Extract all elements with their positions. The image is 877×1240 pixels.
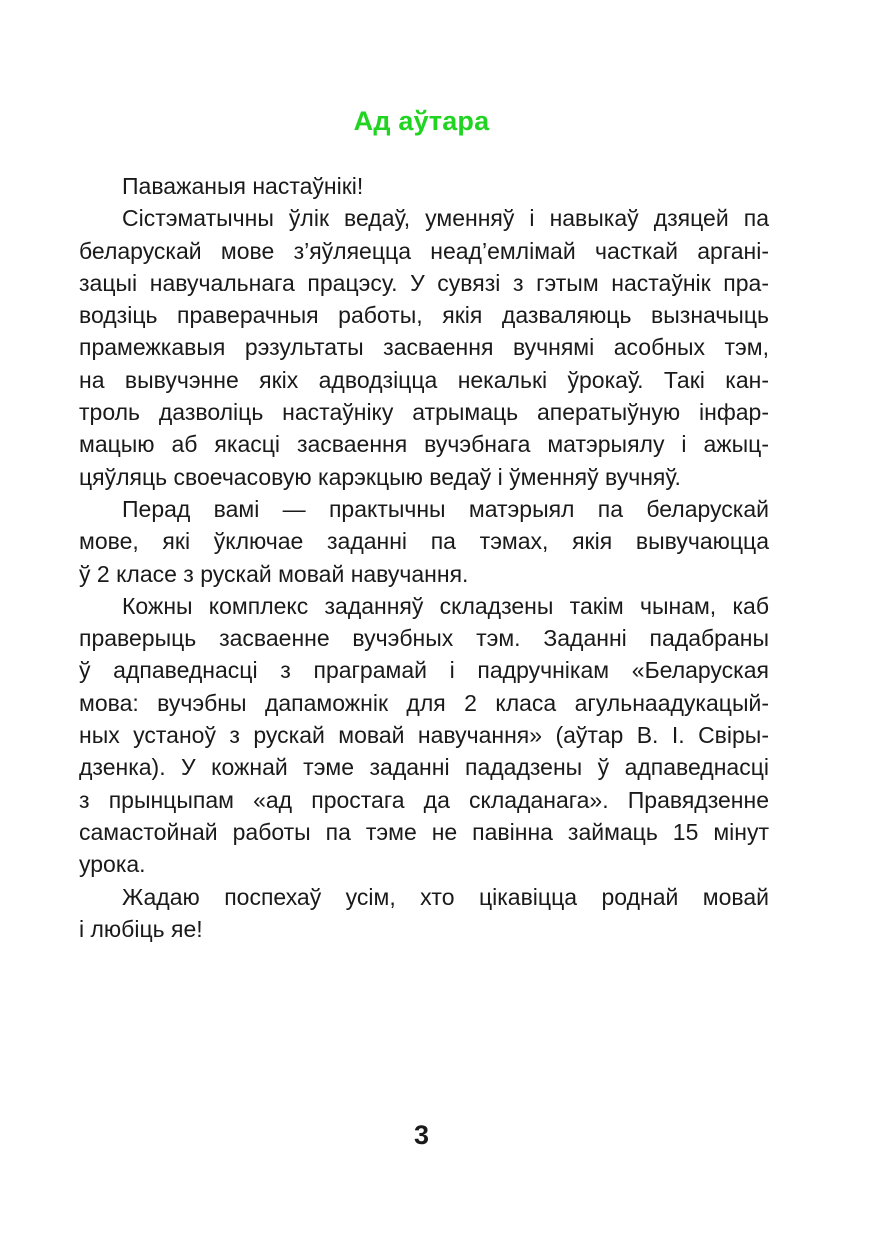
text-line: ў 2 класе з рускай мовай навучання. bbox=[79, 560, 469, 587]
text-line: праверыць засваенне вучэбных тэм. Заданні падабраны bbox=[79, 625, 769, 652]
text-line: цяўляць своечасовую карэкцыю ведаў і ўменняў вучняў. bbox=[79, 463, 681, 490]
text-line: на вывучэнне якіх адводзіцца некалькі ўрокаў. Такі кан- bbox=[79, 366, 769, 393]
text-line: Перад вамі — практычны матэрыял па беларускай bbox=[122, 495, 769, 522]
text-line: Паважаныя настаўнікі! bbox=[122, 173, 364, 199]
text-line: Кожны комплекс заданняў складзены такім чынам, каб bbox=[122, 592, 769, 619]
page-number: 3 bbox=[413, 1120, 430, 1150]
text-line: ў адпаведнасці з праграмай і падручнікам «Беларуская bbox=[79, 657, 769, 684]
text-line: Сістэматычны ўлік ведаў, уменняў і навыкаў дзяцей па bbox=[122, 205, 769, 232]
text-line: прамежкавыя рэзультаты засваення вучнямі асобных тэм, bbox=[79, 334, 769, 361]
text-line: Жадаю поспехаў усім, хто цікавіцца роднай мовай bbox=[122, 883, 769, 910]
text-line: мацыю аб якасці засваення вучэбнага матэрыялу і ажыц- bbox=[79, 431, 769, 458]
text-line: мове, які ўключае заданні па тэмах, якія вывучаюцца bbox=[79, 528, 769, 555]
text-line: троль дазволіць настаўніку атрымаць аператыўную інфар- bbox=[79, 399, 769, 426]
text-line: беларускай мове з’яўляецца неад’емлімай часткай аргані- bbox=[79, 237, 769, 264]
text-line: самастойнай работы па тэме не павінна займаць 15 мінут bbox=[79, 818, 769, 845]
page-title: Ад аўтара bbox=[353, 106, 490, 136]
text-line: урока. bbox=[79, 851, 146, 878]
text-line: і любіць яе! bbox=[79, 915, 203, 942]
text-line: водзіць праверачныя работы, якія дазваляюць вызначыць bbox=[79, 302, 769, 329]
text-line: мова: вучэбны дапаможнік для 2 класа агульнаадукацый- bbox=[79, 689, 769, 716]
text-line: з прынцыпам «ад простага да складанага». Правядзенне bbox=[79, 786, 769, 813]
text-line: ных устаноў з рускай мовай навучання» (аўтар В. І. Свіры- bbox=[79, 722, 769, 749]
text-line: дзенка). У кожнай тэме заданні пададзены ў адпаведнасці bbox=[79, 754, 769, 781]
body-text bbox=[79, 170, 769, 945]
text-line: зацыі навучальнага працэсу. У сувязі з гэтым настаўнік пра- bbox=[79, 269, 769, 296]
